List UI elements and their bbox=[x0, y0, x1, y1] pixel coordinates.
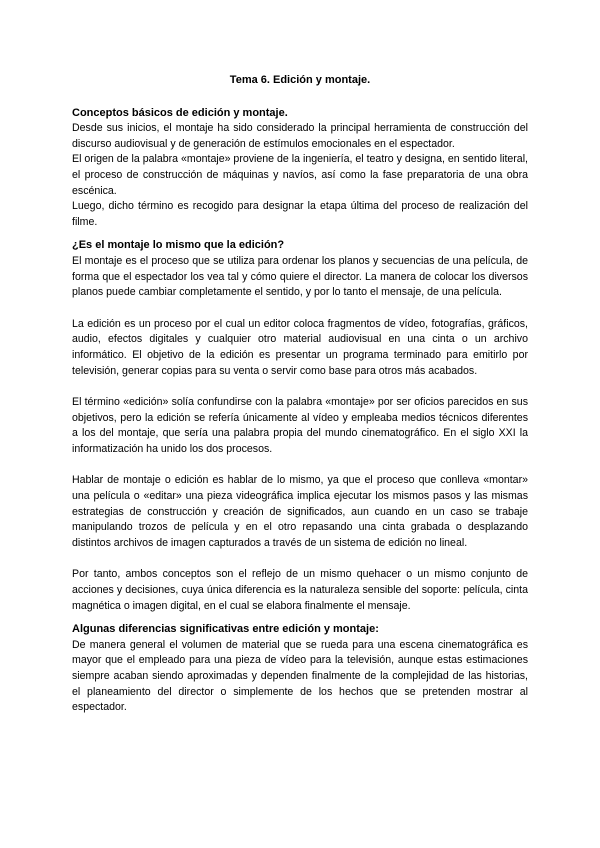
paragraph: El origen de la palabra «montaje» proviene de la ingeniería, el teatro y designa, en sentido literal, el proceso de construcción de máquinas y navíos, así como la fase preparatoria de una obra escénica. bbox=[72, 153, 528, 197]
paragraph: Hablar de montaje o edición es hablar de lo mismo, ya que el proceso que conlleva «montar» una película o «editar» una pieza videográfica implica ejecutar los mismos pasos y las mismas estrategias de construcción y creación de significados, aun cuando en un caso se trabaje manipulando trozos de película y en el otro repasando una cinta grabada o desplazando distintos archivos de imagen capturados a través de un sistema de edición no lineal. bbox=[72, 474, 528, 549]
section-heading-conceptos: Conceptos básicos de edición y montaje. bbox=[72, 106, 288, 119]
paragraph: Desde sus inicios, el montaje ha sido considerado la principal herramienta de construcción del discurso audiovisual y de generación de estímulos emocionales en el espectador. bbox=[72, 122, 528, 150]
document-page bbox=[72, 73, 528, 716]
page-title: Tema 6. Edición y montaje. bbox=[229, 74, 371, 86]
paragraph: Luego, dicho término es recogido para designar la etapa última del proceso de realización del filme. bbox=[72, 200, 528, 228]
section-heading-montaje-edicion: ¿Es el montaje lo mismo que la edición? bbox=[72, 239, 285, 252]
paragraph: El montaje es el proceso que se utiliza para ordenar los planos y secuencias de una película, de forma que el espectador los vea tal y cómo quiere el director. La manera de colocar los diversos planos puede cambiar completamente el sentido, y por lo tanto el mensaje, de una película. bbox=[72, 254, 528, 299]
paragraph: De manera general el volumen de material que se rueda para una escena cinematográfica es mayor que el empleado para una pieza de vídeo para la televisión, aunque estas estimaciones siempre acaban siendo aproximadas y dependen finalmente de la complejidad de las historias, el planeamiento del director o simplemente de los hechos que se pretenden mostrar al espectador. bbox=[72, 638, 528, 714]
section-heading-diferencias: Algunas diferencias significativas entre edición y montaje: bbox=[72, 623, 379, 636]
paragraph: La edición es un proceso por el cual un editor coloca fragmentos de vídeo, fotografías, gráficos, audio, efectos digitales y cualquier otro material audiovisual en una cinta o un archivo informático. El objetivo de la edición es presentar un programa terminado para emitirlo por televisión, generar copias para su venta o servir como base para otros más acabados. bbox=[72, 317, 528, 377]
paragraph: El término «edición» solía confundirse con la palabra «montaje» por ser oficios parecidos en sus objetivos, pero la edición se refería únicamente al vídeo y empleaba medios técnicos diferentes a los del montaje, que sería una palabra propia del mundo cinematográfico. En el siglo XXI la informatización ha unido los dos procesos. bbox=[72, 396, 528, 455]
paragraph: Por tanto, ambos conceptos son el reflejo de un mismo quehacer o un mismo conjunto de acciones y decisiones, cuya única diferencia es la naturaleza sensible del soporte: película, cinta magnética o imagen digital, en el cual se elabora finalmente el mensaje. bbox=[72, 568, 528, 612]
